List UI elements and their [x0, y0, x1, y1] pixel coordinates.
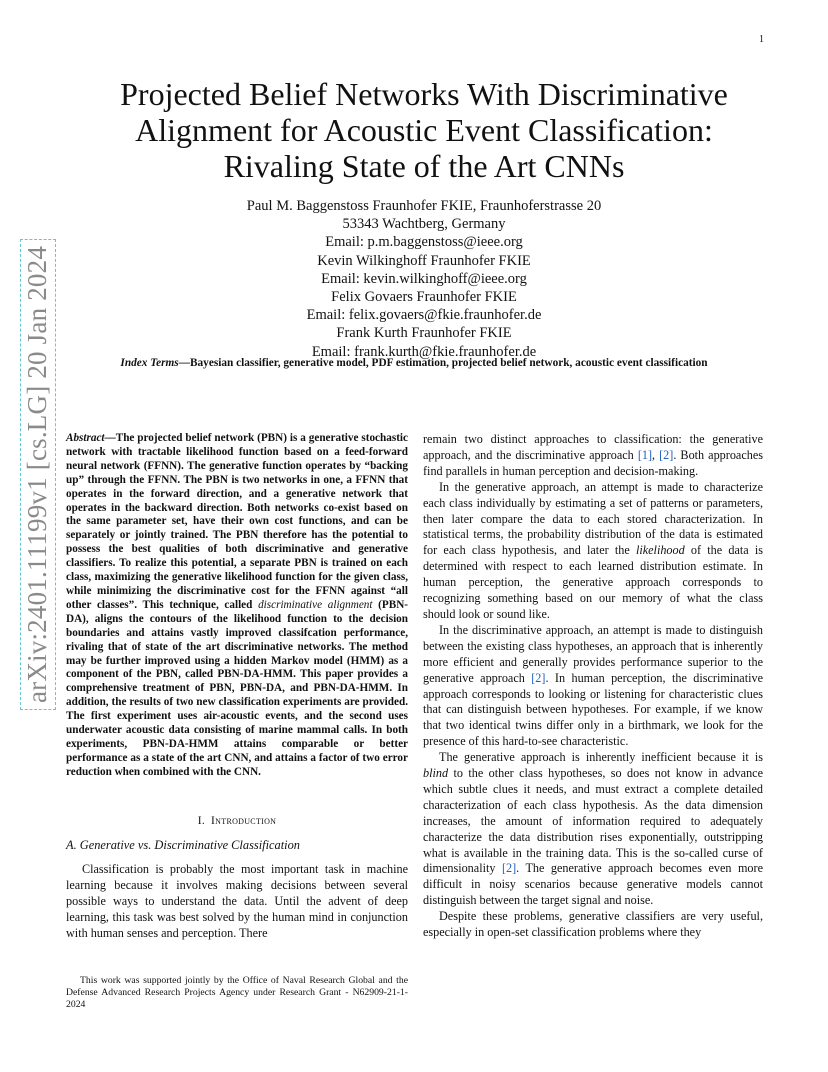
- author-line: Paul M. Baggenstoss Fraunhofer FKIE, Fraunhoferstrasse 20: [246, 198, 602, 214]
- right-column: [423, 432, 763, 941]
- index-terms-label: Index Terms: [120, 357, 179, 369]
- paragraph-text: The generative approach is inherently inefficient because it is: [439, 750, 763, 765]
- title-line: Rivaling State of the Art CNNs: [223, 148, 625, 184]
- paper-title: [60, 76, 788, 184]
- citation-link[interactable]: [2]: [531, 670, 546, 685]
- section-heading: [66, 814, 408, 830]
- author-line: Felix Govaers Fraunhofer FKIE: [331, 289, 517, 306]
- paragraph-text: remain two distinct approaches to classification: the generative approach, and the discriminative approach: [423, 432, 763, 462]
- body-paragraph: Despite these problems, generative classifiers are very useful, especially in open-set classification problems where they: [423, 909, 763, 940]
- body-paragraph: [423, 432, 763, 480]
- author-block: [140, 197, 708, 361]
- author-line: 53343 Wachtberg, Germany: [342, 216, 506, 233]
- paragraph-text: to the other class hypotheses, so does not know in advance which subtle clues it needs, and must extract a complete detailed characterization of each class hypothesis. As the data dimension increases, the amount of information required to adequately characterize the data distribution rises exponentially, outstripping what is available in the training data. This is the so-called curse of dimensionality: [423, 766, 763, 876]
- paragraph-text: ,: [652, 447, 660, 462]
- author-email: Email: p.m.baggenstoss@ieee.org: [325, 234, 523, 251]
- author-email: Email: kevin.wilkinghoff@ieee.org: [321, 270, 527, 287]
- paragraph-text: . The generative approach becomes even more difficult in noisy scenarios because generative models cannot distinguish between the target signal and noise.: [423, 861, 763, 908]
- index-terms: [0, 357, 828, 369]
- arxiv-identifier-stamp[interactable]: arXiv:2401.11199v1 [cs.LG] 20 Jan 2024: [20, 239, 56, 710]
- author-line: Frank Kurth Fraunhofer FKIE: [336, 325, 512, 342]
- paragraph-text: . In human perception, the discriminative approach corresponds to looking or listening for characteristic clues that can distinguish between hypotheses. For example, if we know that two identical twins differ only in a birthmark, we look for the presence of this hard-to-see characteristic.: [423, 670, 763, 749]
- title-line: Alignment for Acoustic Event Classification:: [135, 112, 713, 148]
- paragraph-text: of the data is determined with respect to each learned distribution estimate. In human perception, the generative approach corresponds to recognizing something based on our memory of what the class should look or sound like.: [423, 543, 763, 621]
- paragraph-text: In the discriminative approach, an attempt is made to distinguish between the existing class hypotheses, an approach that is inherently more efficient and generally provides performance superior to the generative approach: [423, 622, 763, 685]
- paragraph-text: . Both approaches find parallels in human perception and decision-making.: [423, 447, 763, 478]
- index-terms-text: —Bayesian classifier, generative model, PDF estimation, projected belief network, acoustic event classification: [178, 357, 708, 369]
- section-title: Introduction: [211, 814, 277, 827]
- emphasis-text: blind: [423, 766, 449, 781]
- citation-link[interactable]: [1]: [637, 447, 653, 462]
- emphasis-text: likelihood: [635, 543, 685, 558]
- left-column: [66, 432, 408, 942]
- paragraph-text: In the generative approach, an attempt is made to characterize each class individually by estimating a set of patterns or parameters, then later compare the data to each stored characterization. In statistical terms, the probability distribution of the data is estimated for each class hypothesis, and later the: [423, 479, 763, 558]
- funding-footnote: This work was supported jointly by the Office of Naval Research Global and the Defense Advanced Research Projects Agency under Research Grant - N62909-21-1-2024: [66, 975, 408, 1011]
- page-number: 1: [759, 34, 764, 45]
- citation-link[interactable]: [2]: [659, 447, 674, 462]
- author-email: Email: felix.govaers@fkie.fraunhofer.de: [306, 307, 542, 324]
- author-email: Email: frank.kurth@fkie.fraunhofer.de: [311, 343, 537, 360]
- subsection-heading: A. Generative vs. Discriminative Classification: [66, 837, 301, 852]
- intro-paragraph: Classification is probably the most important task in machine learning because it involves making decisions between several possible ways to understand the data. Until the advent of deep learning, this task was best solved by the human mind in conjunction with human senses and perception. There: [66, 862, 408, 941]
- section-number: I.: [197, 814, 206, 827]
- body-paragraph: [423, 480, 763, 623]
- body-paragraph: [423, 623, 763, 750]
- abstract-label: Abstract: [66, 432, 105, 444]
- citation-link[interactable]: [2]: [501, 861, 517, 876]
- abstract-emphasis: discriminative alignment: [258, 598, 373, 611]
- body-paragraph: [423, 750, 763, 909]
- title-line: Projected Belief Networks With Discriminative: [120, 76, 728, 112]
- abstract: [66, 432, 408, 780]
- abstract-text: (PBN-DA), aligns the contours of the likelihood function to the decision boundaries and attains vastly improved classifcation performance, rivaling that of state of the art discriminative networks. The method may be further improved using a hidden Markov model (HMM) as a component of the PBN, called PBN-DA-HMM. This paper provides a comprehensive treatment of PBN, PBN-DA, and PBN-DA-HMM. In addition, the results of two new classification experiments are provided. The first experiment uses air-acoustic events, and the second uses underwater acoustic data consisting of marine mammal calls. In both experiments, PBN-DA-HMM attains comparable or better performance as a state of the art CNN, and attains a factor of two error reduction when combined with the CNN.: [66, 598, 409, 778]
- author-line: Kevin Wilkinghoff Fraunhofer FKIE: [317, 252, 531, 269]
- abstract-text: —The projected belief network (PBN) is a generative stochastic network with tractable likelihood function based on a feed-forward neural network (FFNN). The generative function operates by “backing up” through the FFNN. The PBN is two networks in one, a FFNN that operates in the forward direction, and a generative network that operates in the backward direction. Both networks co-exist based on the same parameter set, have their own cost functions, and can be separately or jointly trained. The PBN therefore has the potential to possess the best qualities of both discriminative and generative classifiers. To realize this potential, a separate PBN is trained on each class, maximizing the generative likelihood function for the given class, while minimizing the discriminative cost for the FFNN against “all other classes”. This technique, called: [66, 432, 408, 611]
